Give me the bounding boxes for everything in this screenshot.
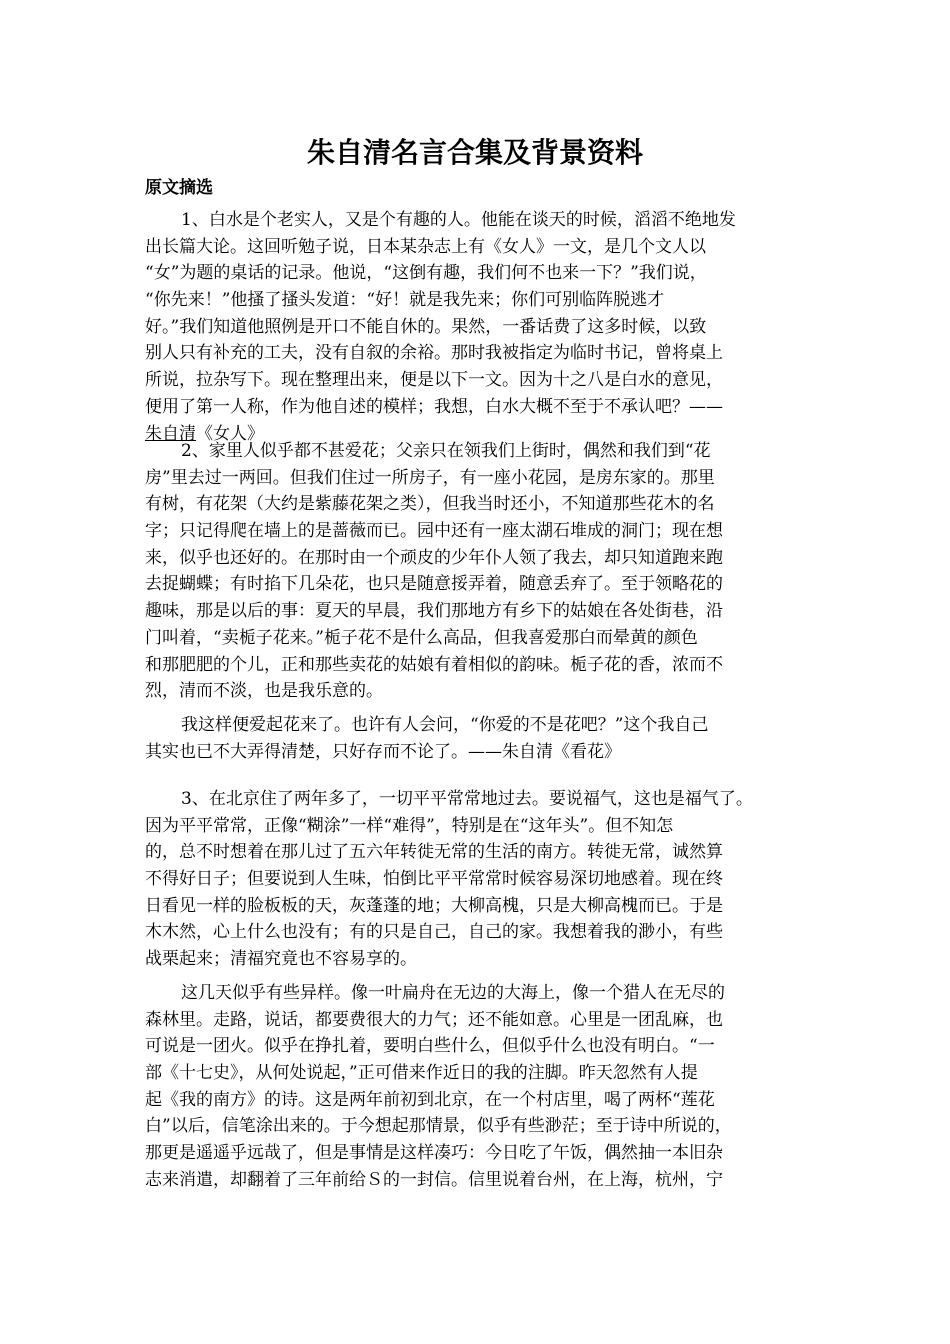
- text-line: 因为平平常常，正像“糊涂”一样“难得”，特别是在“这年头”。但不知怎: [145, 815, 674, 836]
- text-line: 字；只记得爬在墙上的是蔷薇而已。园中还有一座太湖石堆成的洞门；现在想: [145, 521, 723, 542]
- text-line: 可说是一团火。似乎在挣扎着，要明白些什么，但似乎什么也没有明白。“一: [145, 1036, 715, 1057]
- text-line: 部《十七史》，从何处说起，”正可借来作近日的我的注脚。昨天忽然有人提: [145, 1063, 698, 1084]
- paragraph-5: [145, 980, 825, 1194]
- text-line: 这几天似乎有些异样。像一叶扁舟在无边的大海上，像一个猎人在无尽的: [181, 983, 725, 1003]
- text-line: 日看见一样的脸板板的天，灰蓬蓬的地；大柳高槐，只是大柳高槐而已。于是: [145, 895, 723, 916]
- paragraph-3: [145, 712, 825, 765]
- author-link[interactable]: 朱自清: [145, 423, 196, 444]
- text-line: 战栗起来；清福究竟也不容易享的。: [145, 949, 417, 970]
- text-line: 1、白水是个老实人，又是个有趣的人。他能在谈天的时候，滔滔不绝地发: [181, 210, 736, 230]
- text-line: 起《我的南方》的诗。这是两年前初到北京，在一个村店里，喝了两杯“莲花: [145, 1089, 715, 1110]
- text-line: 别人只有补充的工夫，没有自叙的余裕。那时我被指定为临时书记，曾将桌上: [145, 343, 723, 364]
- text-line: 来，似乎也还好的。在那时由一个顽皮的少年仆人领了我去，却只知道跑来跑: [145, 547, 723, 568]
- section-heading: 原文摘选: [145, 178, 213, 198]
- paragraph-1: [145, 207, 825, 447]
- text-line: 的，总不时想着在那儿过了五六年转徙无常的生活的南方。转徙无常，诚然算: [145, 842, 723, 863]
- text-line: 趣味，那是以后的事：夏天的早晨，我们那地方有乡下的姑娘在各处街巷，沿: [145, 601, 723, 622]
- text-line: 便用了第一人称，作为他自述的模样；我想，白水大概不至于不承认吧？——: [145, 396, 723, 417]
- text-line: 有树，有花架（大约是紫藤花架之类），但我当时还小，不知道那些花木的名: [145, 494, 715, 515]
- text-line: 3、在北京住了两年多了，一切平平常常地过去。要说福气，这也是福气了。: [181, 789, 753, 809]
- text-line: 所说，拉杂写下。现在整理出来，便是以下一文。因为十之八是白水的意见，: [145, 370, 723, 391]
- document-title: 朱自清名言合集及背景资料: [306, 136, 643, 169]
- text-line: 森林里。走路，说话，都要费很大的力气；还不能如意。心里是一团乱麻，也: [145, 1009, 723, 1030]
- source-title: 《女人》: [196, 423, 264, 444]
- text-line: 不得好日子；但要说到人生味，怕倒比平平常常时候容易深切地感着。现在终: [145, 869, 723, 890]
- text-line: 志来消遣，却翻着了三年前给Ｓ的一封信。信里说着台州，在上海，杭州，宁: [145, 1169, 723, 1190]
- text-line: 其实也已不大弄得清楚，只好存而不论了。——朱自清《看花》: [145, 741, 621, 762]
- text-line: 出长篇大论。这回听勉子说，日本某杂志上有《女人》一文，是几个文人以: [145, 236, 706, 257]
- text-line: 白”以后，信笔涂出来的。于今想起那情景，似乎有些渺茫；至于诗中所说的，: [145, 1116, 732, 1137]
- text-line: 我这样便爱起花来了。也许有人会问，“你爱的不是花吧？”这个我自己: [181, 715, 709, 735]
- text-line: 烈，清而不淡，也是我乐意的。: [145, 681, 383, 702]
- text-line: 2、家里人似乎都不甚爱花；父亲只在领我们上街时，偶然和我们到“花: [181, 441, 711, 461]
- text-line: 房”里去过一两回。但我们住过一所房子，有一座小花园，是房东家的。那里: [145, 467, 715, 488]
- text-line: “你先来！”他搔了搔头发道：“好！就是我先来；你们可别临阵脱逃才: [145, 290, 665, 311]
- text-line: 好。”我们知道他照例是开口不能自休的。果然，一番话费了这多时候，以致: [145, 316, 707, 337]
- text-line: 门叫着，“卖栀子花来。”栀子花不是什么高品，但我喜爱那白而晕黄的颜色: [145, 627, 698, 648]
- paragraph-4: [145, 786, 825, 973]
- text-line: 木木然，心上什么也没有；有的只是自己，自己的家。我想着我的渺小，有些: [145, 922, 723, 943]
- text-line: 去捉蝴蝶；有时掐下几朵花，也只是随意挼弄着，随意丢弃了。至于领略花的: [145, 574, 723, 595]
- text-line: 和那肥肥的个儿，正和那些卖花的姑娘有着相似的韵味。栀子花的香，浓而不: [145, 654, 723, 675]
- text-line: 那更是遥遥乎远哉了，但是事情是这样凑巧：今日吃了午饭，偶然抽一本旧杂: [145, 1143, 723, 1164]
- paragraph-2: [145, 438, 825, 705]
- text-line: “女”为题的桌话的记录。他说，“这倒有趣，我们何不也来一下？”我们说，: [145, 263, 707, 284]
